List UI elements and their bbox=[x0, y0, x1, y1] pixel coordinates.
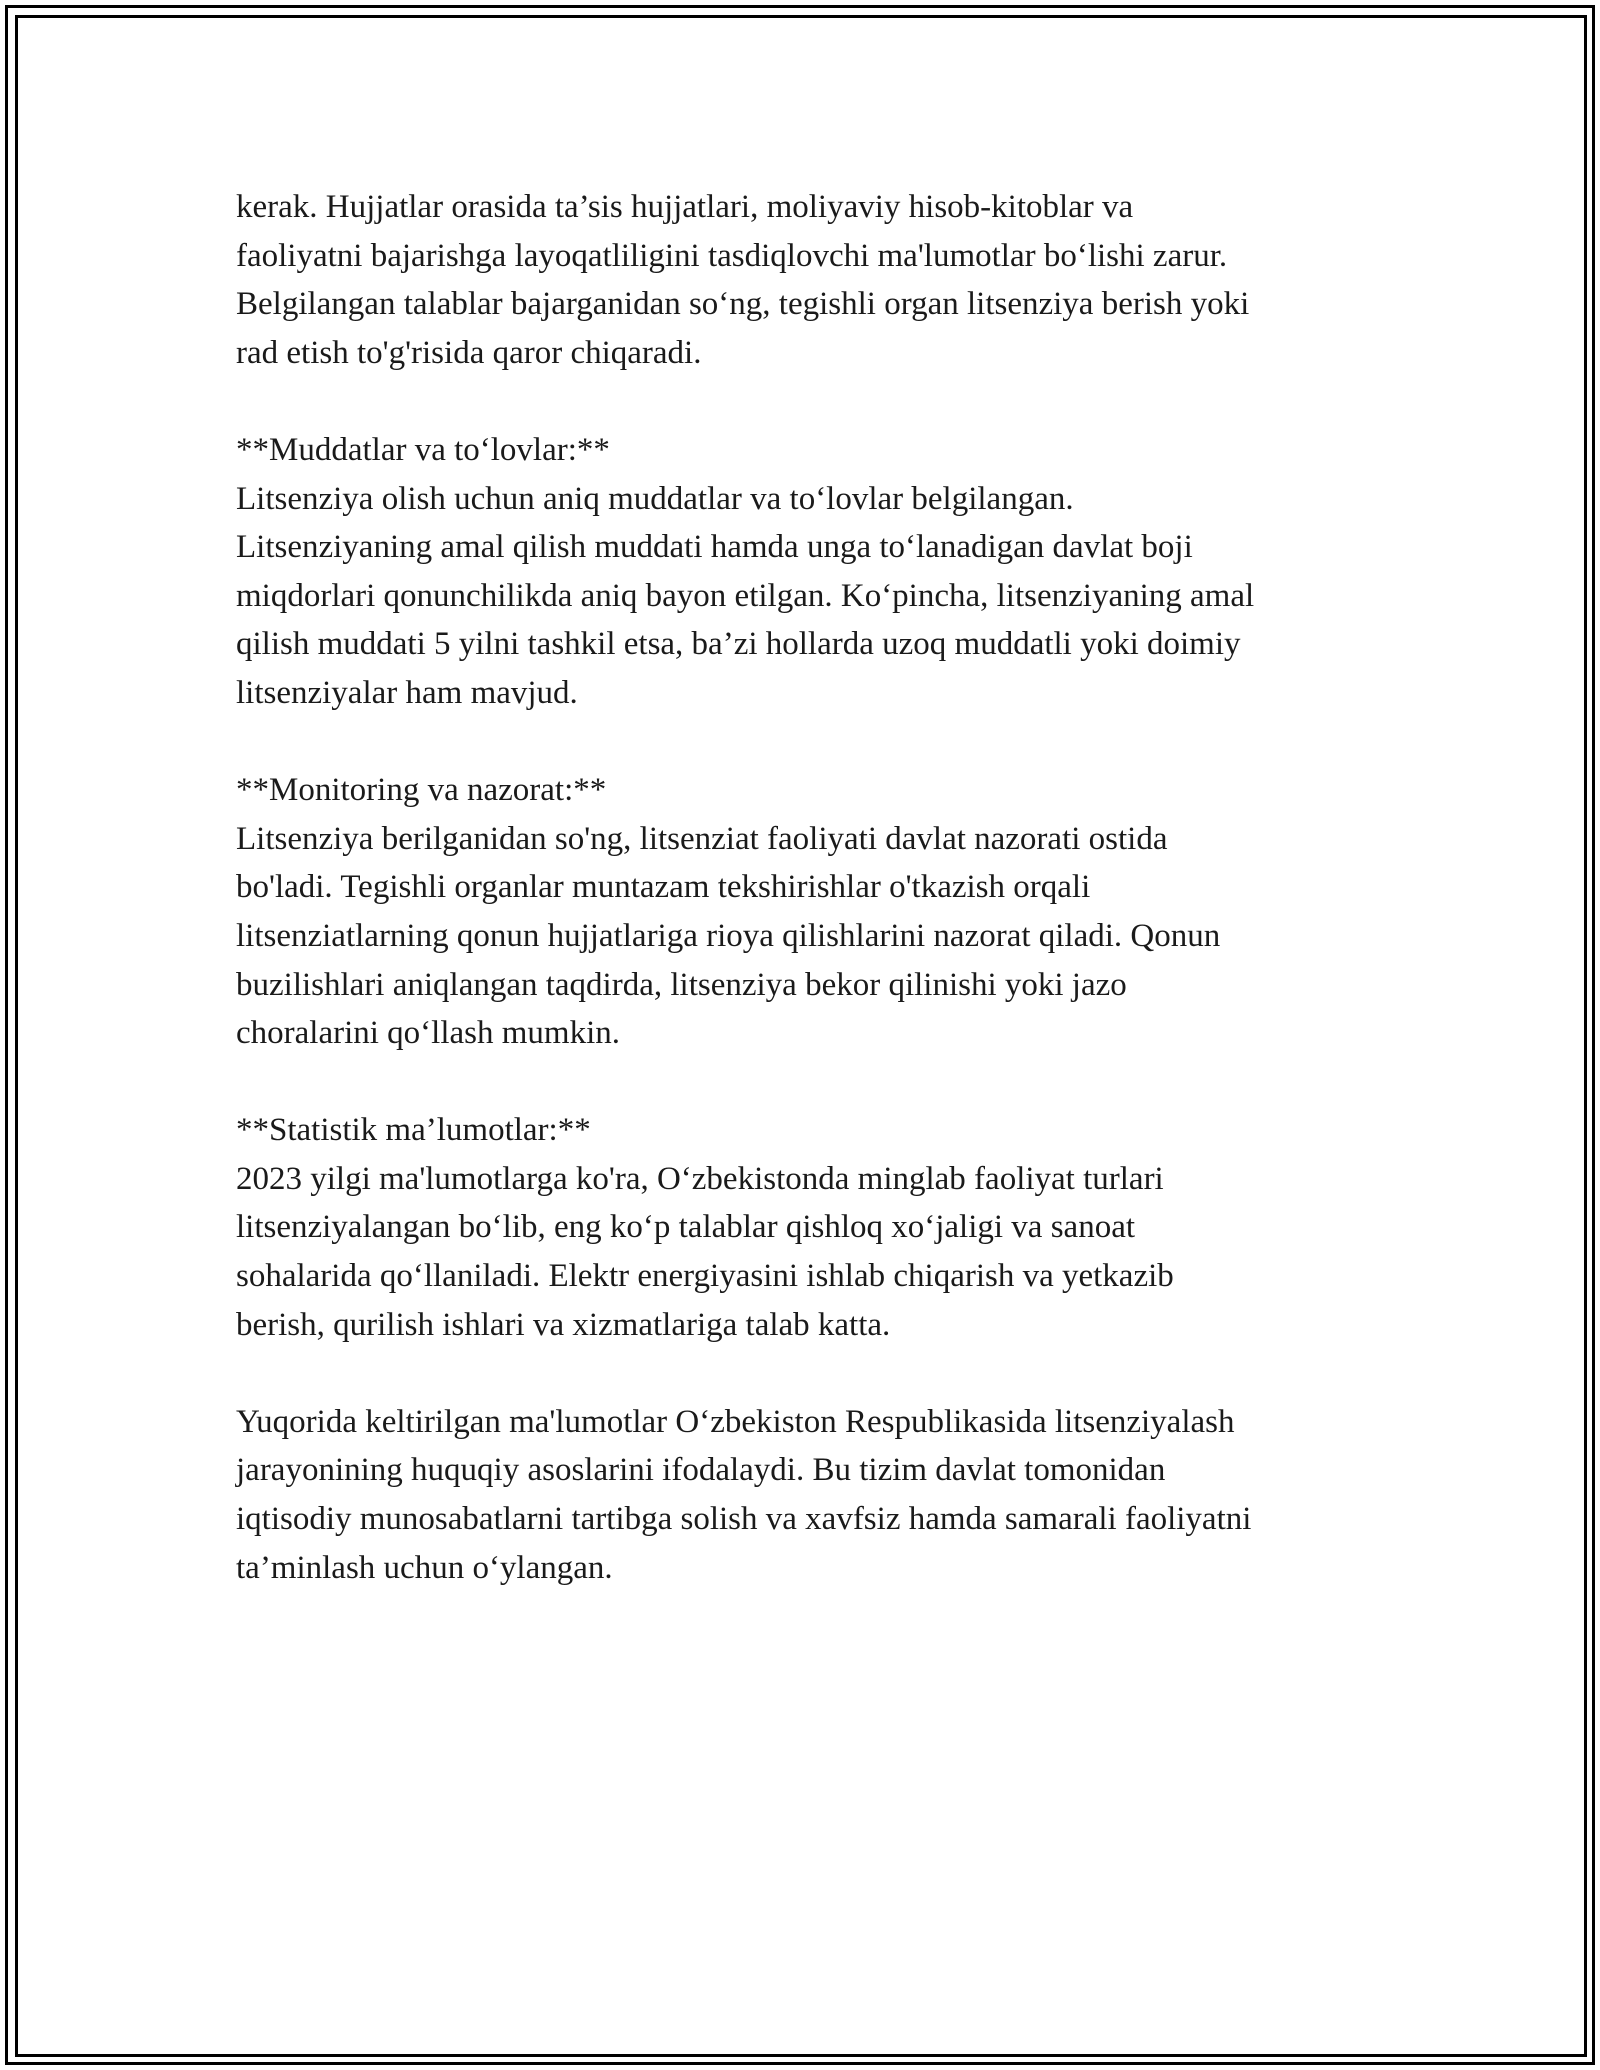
text-line: Litsenziyaning amal qilish muddati hamda unga to‘lanadigan davlat boji bbox=[236, 529, 1193, 566]
paragraph-requirements bbox=[236, 183, 1386, 377]
text-line: sohalarida qo‘llaniladi. Elektr energiyasini ishlab chiqarish va yetkazib bbox=[236, 1258, 1174, 1295]
section-monitoring bbox=[236, 766, 1386, 1058]
document-body bbox=[236, 183, 1386, 1641]
text-line: Belgilangan talablar bajarganidan so‘ng, tegishli organ litsenziya berish yoki bbox=[236, 286, 1250, 323]
text-line: kerak. Hujjatlar orasida ta’sis hujjatlari, moliyaviy hisob-kitoblar va bbox=[236, 189, 1134, 225]
text-line: bo'ladi. Tegishli organlar muntazam tekshirishlar o'tkazish orqali bbox=[236, 869, 1091, 906]
section-heading: **Muddatlar va to‘lovlar:** bbox=[236, 431, 610, 468]
section-heading: **Statistik ma’lumotlar:** bbox=[236, 1112, 591, 1149]
text-line: Litsenziya olish uchun aniq muddatlar va to‘lovlar belgilangan. bbox=[236, 480, 1074, 517]
text-line: buzilishlari aniqlangan taqdirda, litsenziya bekor qilinishi yoki jazo bbox=[236, 966, 1127, 1003]
text-line: litsenziatlarning qonun hujjatlariga rioya qilishlarini nazorat qiladi. Qonun bbox=[236, 917, 1221, 954]
text-line: berish, qurilish ishlari va xizmatlariga talab katta. bbox=[236, 1306, 891, 1343]
section-statistics bbox=[236, 1106, 1386, 1349]
text-line: Litsenziya berilganidan so'ng, litsenziat faoliyati davlat nazorati ostida bbox=[236, 820, 1168, 857]
paragraph-conclusion bbox=[236, 1398, 1386, 1592]
section-heading: **Monitoring va nazorat:** bbox=[236, 772, 607, 809]
text-line: rad etish to'g'risida qaror chiqaradi. bbox=[236, 334, 702, 371]
text-line: jarayonining huquqiy asoslarini ifodalaydi. Bu tizim davlat tomonidan bbox=[236, 1452, 1166, 1489]
text-line: litsenziyalar ham mavjud. bbox=[236, 674, 578, 711]
text-line: Yuqorida keltirilgan ma'lumotlar O‘zbekiston Respublikasida litsenziyalash bbox=[236, 1403, 1235, 1440]
text-line: 2023 yilgi ma'lumotlarga ko'ra, O‘zbekistonda minglab faoliyat turlari bbox=[236, 1160, 1164, 1197]
text-line: choralarini qo‘llash mumkin. bbox=[236, 1015, 620, 1052]
text-line: litsenziyalangan bo‘lib, eng ko‘p talablar qishloq xo‘jaligi va sanoat bbox=[236, 1209, 1136, 1246]
text-line: iqtisodiy munosabatlarni tartibga solish va xavfsiz hamda samarali faoliyatni bbox=[236, 1501, 1252, 1538]
text-line: qilish muddati 5 yilni tashkil etsa, ba’zi hollarda uzoq muddatli yoki doimiy bbox=[236, 626, 1241, 663]
text-line: ta’minlash uchun o‘ylangan. bbox=[236, 1549, 613, 1586]
section-deadlines-fees bbox=[236, 426, 1386, 718]
text-line: faoliyatni bajarishga layoqatliligini tasdiqlovchi ma'lumotlar bo‘lishi zarur. bbox=[236, 237, 1228, 274]
text-line: miqdorlari qonunchilikda aniq bayon etilgan. Ko‘pincha, litsenziyaning amal bbox=[236, 577, 1255, 614]
